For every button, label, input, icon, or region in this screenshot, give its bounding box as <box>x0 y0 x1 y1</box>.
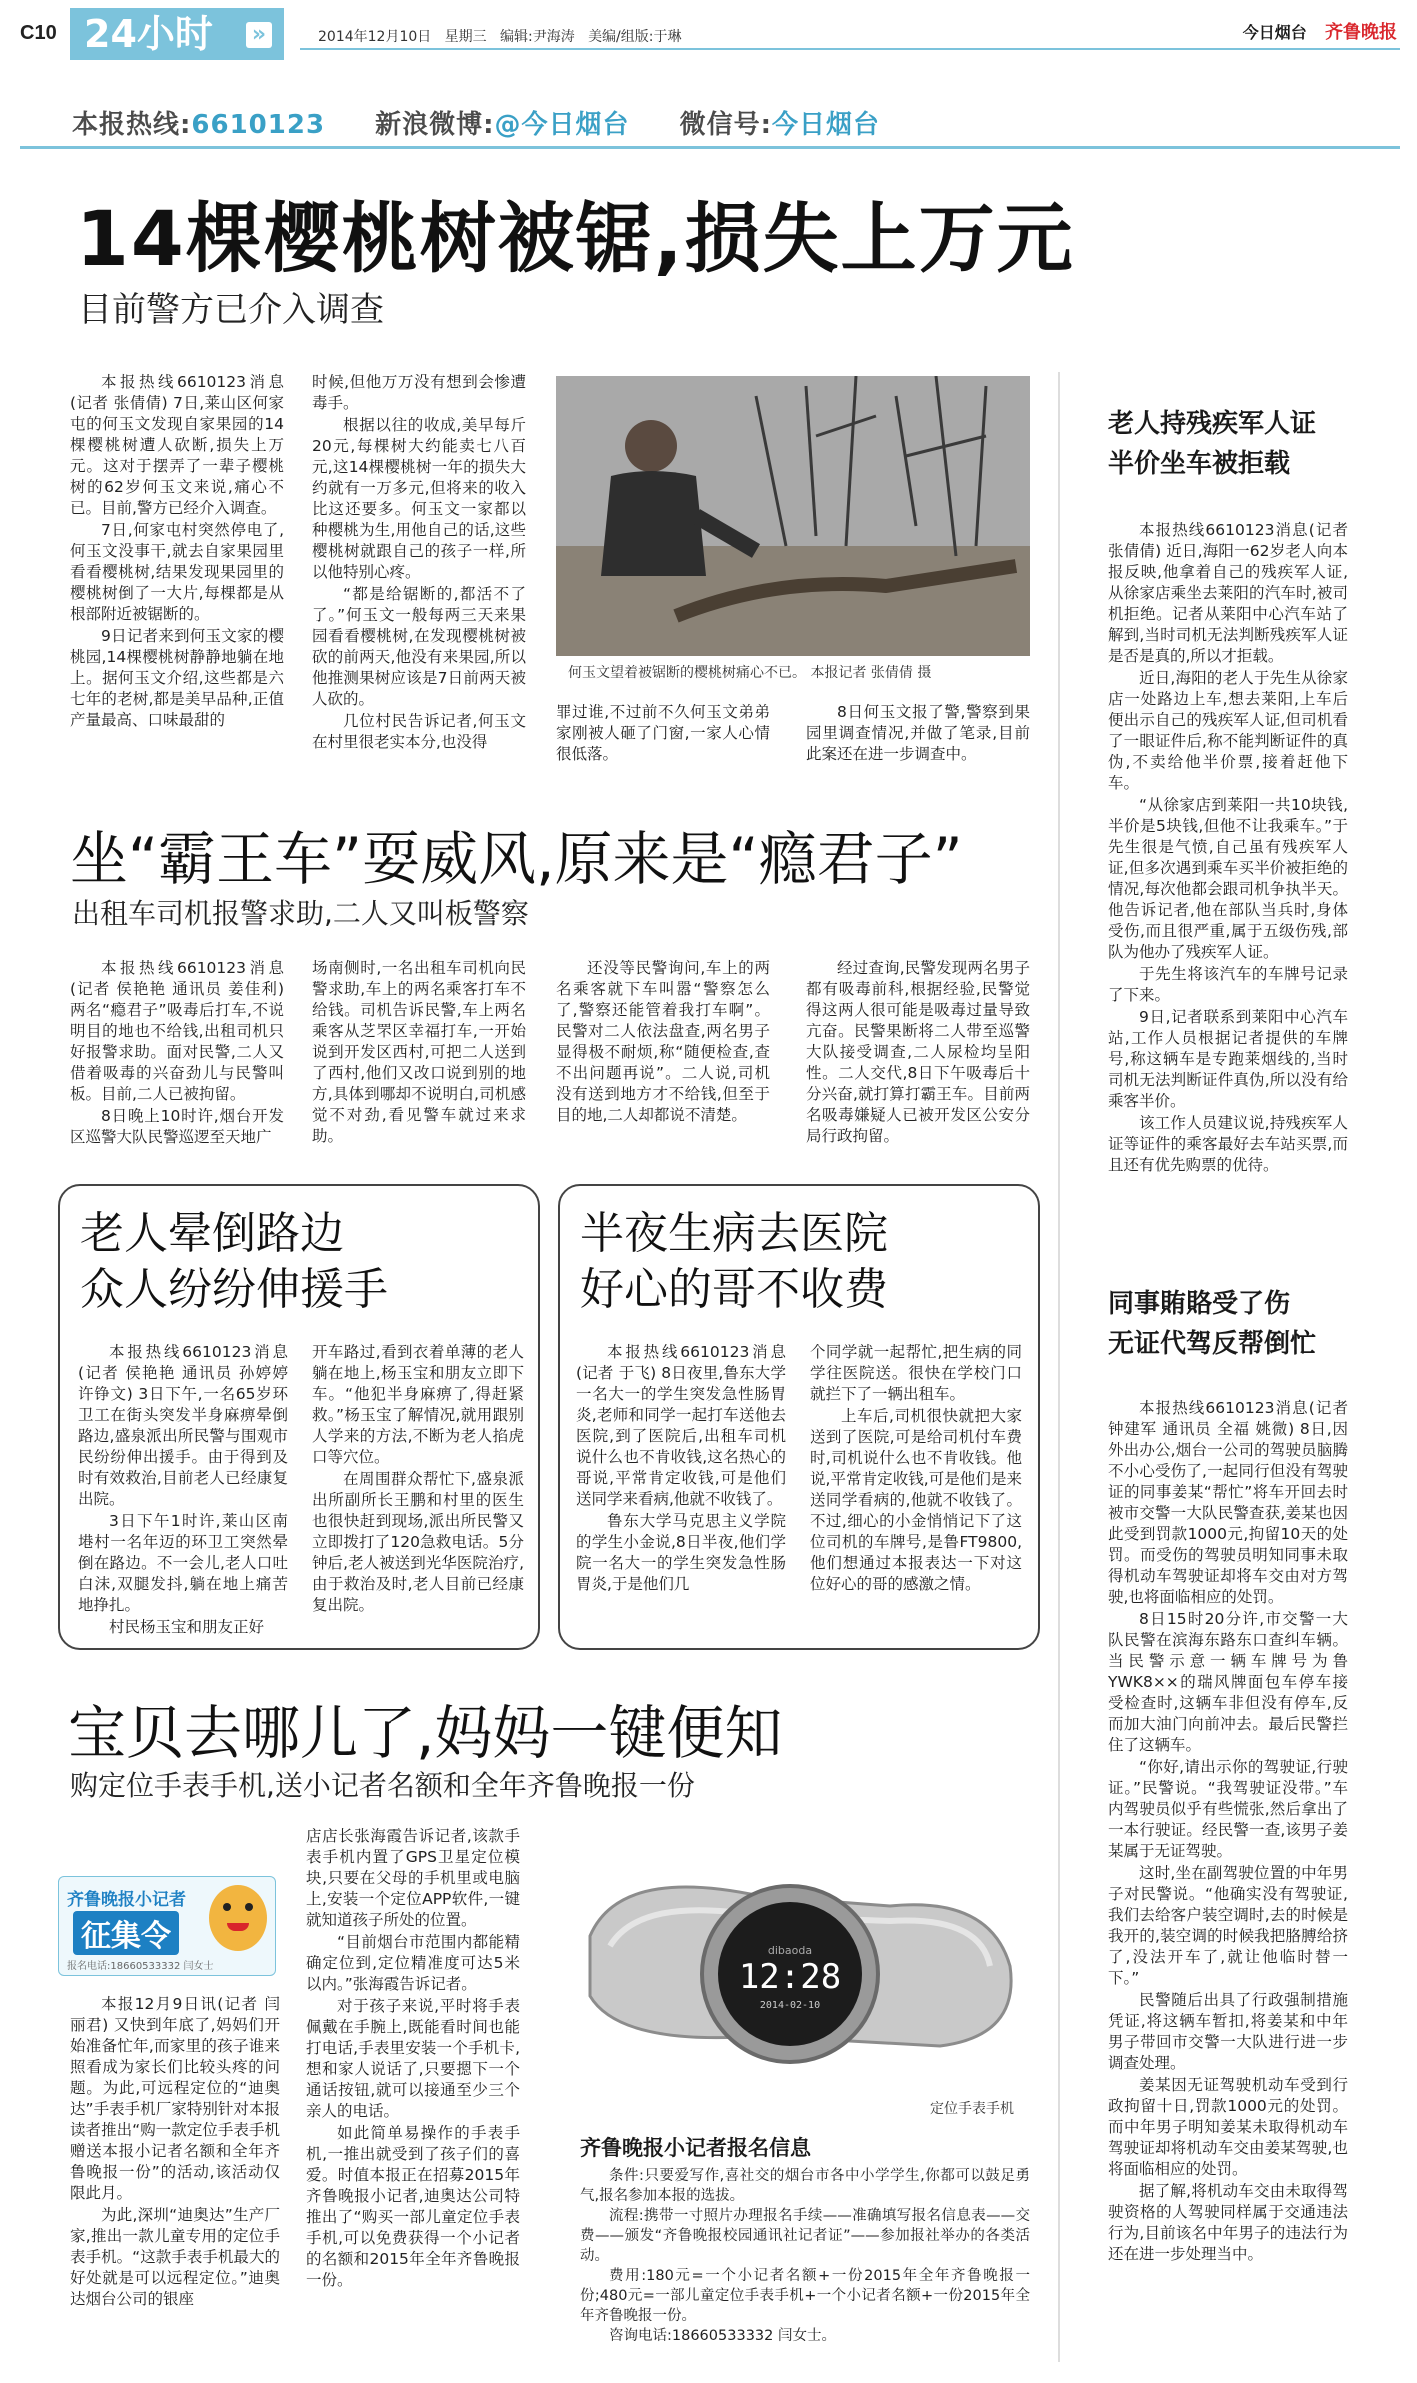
hotline-value: 6610123 <box>191 110 326 140</box>
cherry-orchard-illustration <box>556 376 1030 656</box>
story1-column-2 <box>312 372 526 777</box>
mascot-icon <box>209 1885 267 1951</box>
paragraph: 姜某因无证驾驶机动车受到行政拘留十日,罚款1000元的处罚。而中年男子明知姜某未取得机动车驾驶证却将机动车交由姜某驾驶,也将面临相应的处罚。 <box>1108 2076 1348 2178</box>
paragraph: 9日记者来到何玉文家的樱桃园,14棵樱桃树静静地躺在地上。据何玉文介绍,这些都是六七年的老树,都是美早品种,正值产量最高、口味最甜的 <box>70 627 284 729</box>
side2-body <box>1108 1398 1348 2364</box>
paragraph: 8日何玉文报了警,警察到果园里调查情况,并做了笔录,目前此案还在进一步调查中。 <box>806 703 1030 763</box>
side2-headline-line2: 无证代驾反帮倒忙 <box>1108 1329 1317 1359</box>
contact-rule <box>20 146 1400 149</box>
story3-headline <box>80 1206 388 1318</box>
paragraph: 3日下午1时许,莱山区南塂村一名年迈的环卫工突然晕倒在路边。不一会儿,老人口吐白沫,双腿发抖,躺在地上痛苦地挣扎。 <box>78 1512 288 1614</box>
contact-bar <box>72 104 880 141</box>
weibo-label: 新浪微博: <box>375 110 495 140</box>
story4-headline-line1: 半夜生病去医院 <box>580 1208 888 1259</box>
side2-headline <box>1108 1284 1316 1364</box>
paragraph: 本报热线6610123消息(记者 侯艳艳 通讯员 姜佳利) 两名“瘾君子”吸毒后打车,不说明目的地也不给钱,出租司机只好报警求助。面对民警,二人又借着吸毒的兴奋劲儿与民警叫板。目前,二人已被拘留。 <box>70 959 284 1103</box>
story3-headline-line1: 老人晕倒路边 <box>80 1208 344 1259</box>
side2-headline-line1: 同事賄賂受了伤 <box>1108 1289 1291 1319</box>
story4-headline-line2: 好心的哥不收费 <box>580 1264 888 1315</box>
watch-caption: 定位手表手机 <box>930 2101 1014 2117</box>
story1-photo <box>556 376 1030 656</box>
paragraph: 本报12月9日讯(记者 闫丽君) 又快到年底了,妈妈们开始准备忙年,而家里的孩子谁来照看成为家长们比较头疼的问题。为此,可远程定位的“迪奥达”手表手机厂家特别针对本报读者推出“购一款定位手表手机赠送本报小记者名额和全年齐鲁晚报一份”的活动,该活动仅限此月。 <box>70 1995 280 2202</box>
watch-date: 2014-02-10 <box>759 2000 821 2011</box>
info-line: 流程:携带一寸照片办理报名手续——准确填写报名信息表——交费——颁发“齐鲁晚报校园通讯社记者证”——参加报社举办的各类活动。 <box>580 2208 1030 2264</box>
wechat-value: 今日烟台 <box>772 110 881 140</box>
story1-column-4 <box>806 702 1030 782</box>
paragraph: 本报热线6610123消息(记者 于飞) 8日夜里,鲁东大学一名大一的学生突发急性肠胃炎,老师和同学一起打车送他去医院,到了医院后,出租车司机说什么也不肯收钱,这名热心的哥说,平常肯定收钱,可是他们送同学来看病,他就不收钱了。 <box>576 1343 786 1508</box>
badge-main: 征集令 <box>73 1911 179 1955</box>
paper-logo: 齐鲁晚报 <box>1325 22 1397 43</box>
editor: 编辑:尹海涛 <box>499 29 575 45</box>
issue-date: 2014年12月10日 <box>318 29 432 45</box>
info-box-body <box>580 2166 1030 2370</box>
reporter-recruit-badge <box>58 1876 276 1976</box>
badge-top: 齐鲁晚报小记者 <box>67 1890 186 1910</box>
weibo-value: @今日烟台 <box>494 110 630 140</box>
paragraph: 根据以往的收成,美早每斤20元,每棵树大约能卖七八百元,这14棵樱桃树一年的损失大约就有一万多元,但将来的收入比这还要多。何玉文一家都以种樱桃为生,用他自己的话,这些樱桃树就跟自己的孩子一样,所以他特别心疼。 <box>312 416 526 581</box>
story3-column-1 <box>78 1342 288 1642</box>
masthead-right <box>1243 18 1397 44</box>
page-number: C10 <box>20 22 57 44</box>
watch-brand: dibaoda <box>767 1944 813 1957</box>
paragraph: 在周围群众帮忙下,盛泉派出所副所长王鹏和村里的医生也很快赶到现场,派出所民警又立即拨打了120急救电话。5分钟后,老人被送到光华医院治疗,由于救治及时,老人目前已经康复出院。 <box>312 1470 524 1614</box>
issue-weekday: 星期三 <box>444 29 487 45</box>
paragraph: 本报热线6610123消息(记者 张倩倩) 7日,莱山区何家屯的何玉文发现自家果园的14棵樱桃树遭人砍断,损失上万元。这对于摆弄了一辈子樱桃树的62岁何玉文来说,痛心不已。目前,警方已经介入调查。 <box>70 373 284 517</box>
story1-column-3 <box>556 702 770 782</box>
header-rule <box>300 48 1400 50</box>
paragraph: 村民杨玉宝和朋友正好 <box>109 1618 265 1636</box>
paragraph: 如此简单易操作的手表手机,一推出就受到了孩子们的喜爱。时值本报正在招募2015年齐鲁晚报小记者,迪奥达公司特推出了“购买一部儿童定位手表手机,可以免费获得一个小记者的名额和2015年全年齐鲁晚报一份。 <box>306 2124 520 2289</box>
paragraph: 该工作人员建议说,持残疾军人证等证件的乘客最好去车站买票,而且还有优先购票的优待。 <box>1108 1114 1348 1174</box>
paragraph: 经过查询,民警发现两名男子都有吸毒前科,根据经验,民警觉得这两人很可能是吸毒过量导致亢奋。民警果断将二人带至巡警大队接受调查,二人尿检均呈阳性。二人交代,8日下午吸毒后十分兴奋,就打算打霸王车。目前两名吸毒嫌疑人已被开发区公安分局行政拘留。 <box>806 959 1030 1145</box>
paragraph: 于先生将该汽车的车牌号记录了下来。 <box>1108 965 1348 1004</box>
story1-column-1 <box>70 372 284 777</box>
paragraph: “都是给锯断的,都活不了了。”何玉文一般每两三天来果园看看樱桃树,在发现樱桃树被砍的前两天,他没有来果园,所以他推测果树应该是7日前两天被人砍的。 <box>312 585 526 708</box>
side1-headline <box>1108 404 1316 484</box>
paragraph: 8日晚上10时许,烟台开发区巡警大队民警巡逻至天地广 <box>70 1107 284 1146</box>
section-label: 24小时 <box>84 12 213 56</box>
story4-column-2 <box>810 1342 1022 1642</box>
paragraph: 罪过谁,不过前不久何玉文弟弟家刚被人砸了门窗,一家人心情很低落。 <box>556 703 770 763</box>
story5-column-1 <box>70 1994 280 2364</box>
paragraph: 个同学就一起帮忙,把生病的同学往医院送。很快在学校门口就拦下了一辆出租车。 <box>810 1343 1022 1403</box>
side1-headline-line2: 半价坐车被拒载 <box>1108 449 1291 479</box>
paragraph: 民警随后出具了行政强制措施凭证,将这辆车暂扣,将姜某和中年男子带回市交警一大队进行进一步调查处理。 <box>1108 1991 1348 2072</box>
story1-photo-caption: 何玉文望着被锯断的樱桃树痛心不已。 本报记者 张倩倩 摄 <box>568 665 932 681</box>
chevron-right-icon: » <box>246 22 272 48</box>
story2-column-2 <box>312 958 526 1153</box>
paragraph: “目前烟台市范围内都能精确定位到,定位精准度可达5米以内。”张海霞告诉记者。 <box>306 1933 520 1993</box>
sidebar-divider <box>1058 372 1060 2362</box>
paragraph: 9日,记者联系到莱阳中心汽车站,工作人员根据记者提供的车牌号,称这辆车是专跑莱烟线的,当时司机无法判断证件真伪,所以没有给乘客半价。 <box>1108 1008 1348 1110</box>
paragraph: 本报热线6610123消息(记者 侯艳艳 通讯员 孙婷婷 许铮文) 3日下午,一名65岁环卫工在街头突发半身麻痹晕倒路边,盛泉派出所民警与围观市民纷纷伸出援手。由于得到及时有效救治,目前老人已经康复出院。 <box>78 1343 288 1508</box>
info-line: 费用:180元=一个小记者名额+一份2015年全年齐鲁晚报一份;480元=一部儿童定位手表手机+一个小记者名额+一份2015年全年齐鲁晚报一份。 <box>580 2268 1030 2324</box>
paragraph: 店店长张海霞告诉记者,该款手表手机内置了GPS卫星定位模块,只要在父母的手机里或电脑上,安装一个定位APP软件,一键就知道孩子所处的位置。 <box>306 1827 520 1929</box>
section-tag <box>70 8 284 60</box>
paragraph: 时候,但他万万没有想到会惨遭毒手。 <box>312 373 526 412</box>
paragraph: 鲁东大学马克思主义学院的学生小金说,8日半夜,他们学院一名大一的学生突发急性肠胃炎,于是他们几 <box>576 1512 786 1593</box>
watch-product-image <box>560 1826 1030 2096</box>
story5-subheadline: 购定位手表手机,送小记者名额和全年齐鲁晚报一份 <box>70 1769 695 1802</box>
story4-headline <box>580 1206 888 1318</box>
info-line: 条件:只要爱写作,喜社交的烟台市各中小学学生,你都可以鼓足勇气,报名参加本报的选拔。 <box>580 2168 1030 2204</box>
info-box-title: 齐鲁晚报小记者报名信息 <box>580 2136 811 2160</box>
paragraph: 场南侧时,一名出租车司机向民警求助,车上的两名乘客打车不给钱。司机告诉民警,车上两名乘客从芝罘区幸福打车,一开始说到开发区西村,可把二人送到了西村,他们又改口说到别的地方,具体到哪却不说明白,司机感觉不对劲,看见警车就过来求助。 <box>312 959 526 1145</box>
story2-column-4 <box>806 958 1030 1153</box>
paragraph: 还没等民警询问,车上的两名乘客就下车叫嚣“警察怎么了,警察还能管着我打车啊”。民警对二人依法盘查,两名男子显得极不耐烦,称“随便检查,查不出问题再说”。二人说,司机没有送到地方才不给钱,但至于目的地,二人却都说不清楚。 <box>556 959 770 1124</box>
story3-headline-line2: 众人纷纷伸援手 <box>80 1264 388 1315</box>
page-header <box>0 0 1417 62</box>
paragraph: 为此,深圳“迪奥达”生产厂家,推出一款儿童专用的定位手表手机。“这款手表手机最大的好处就是可以远程定位。”迪奥达烟台公司的银座 <box>70 2206 280 2308</box>
paragraph: 几位村民告诉记者,何玉文在村里很老实本分,也没得 <box>312 712 526 751</box>
designer: 美编/组版:于琳 <box>588 29 682 45</box>
hotline-label: 本报热线: <box>72 110 192 140</box>
paragraph: “你好,请出示你的驾驶证,行驶证。”民警说。“我驾驶证没带。”车内驾驶员似乎有些慌张,然后拿出了一本行驶证。经民警一查,该男子姜某属于无证驾驶。 <box>1108 1758 1348 1860</box>
paragraph: 本报热线6610123消息(记者 钟建军 通讯员 全福 姚微) 8日,因外出办公,烟台一公司的驾驶员脑腾不小心受伤了,一起同行但没有驾驶证的同事姜某“帮忙”将车开回去时被市交警一大队民警查获,姜某也因此受到罚款1000元,拘留10天的处罚。而受伤的驾驶员明知同事未取得机动车驾驶证却将车交由对方驾驶,也将面临相应的处罚。 <box>1108 1399 1348 1606</box>
story3-column-2 <box>312 1342 524 1642</box>
paragraph: 这时,坐在副驾驶位置的中年男子对民警说。“他确实没有驾驶证,我们去给客户装空调时,去的时候是我开的,装空调的时候我把胳膊给挤了,没法开车了,就让他临时替一下。” <box>1108 1864 1348 1987</box>
story2-column-1 <box>70 958 284 1153</box>
column-name: 今日烟台 <box>1242 23 1307 42</box>
paragraph: 上车后,司机很快就把大家送到了医院,可是给司机付车费时,司机说什么也不肯收钱。他说,平常肯定收钱,可是他们是来送同学看病的,他就不收钱了。不过,细心的小金悄悄记下了这位司机的车牌号,是鲁FT9800,他们想通过本报表达一下对这位好心的哥的感激之情。 <box>810 1407 1022 1593</box>
paragraph: 对于孩子来说,平时将手表佩戴在手腕上,既能看时间也能打电话,手表里安装一个手机卡,想和家人说话了,只要摁下一个通话按钮,就可以接通至少三个亲人的电话。 <box>306 1997 520 2120</box>
paragraph: 据了解,将机动车交由未取得驾驶资格的人驾驶同样属于交通违法行为,目前该名中年男子的违法行为还在进一步处理当中。 <box>1108 2182 1348 2263</box>
paragraph: “从徐家店到莱阳一共10块钱,半价是5块钱,但他不让我乘车。”于先生很是气愤,自己虽有残疾军人证,但多次遇到乘车买半价被拒绝的情况,每次他都会跟司机争执半天。他告诉记者,他在部队当兵时,身体受伤,而且很严重,属于五级伤残,部队为他办了残疾军人证。 <box>1108 796 1348 961</box>
edition-info <box>318 26 682 46</box>
paragraph: 近日,海阳的老人于先生从徐家店一处路边上车,想去莱阳,上车后便出示自己的残疾军人证,但司机看了一眼证件后,称不能判断证件的真伪,不卖给他半价票,接着赶他下车。 <box>1108 669 1348 792</box>
paragraph: 7日,何家屯村突然停电了,何玉文没事干,就去自家果园里看看樱桃树,结果发现果园里的樱桃树倒了一大片,每棵都是从根部附近被锯断的。 <box>70 521 284 623</box>
story2-subheadline: 出租车司机报警求助,二人又叫板警察 <box>72 897 529 930</box>
story5-column-2 <box>306 1826 520 2364</box>
side1-body <box>1108 520 1348 1210</box>
badge-phone: 报名电话:18660533332 闫女士 <box>67 1961 214 1972</box>
story1-headline: 14棵樱桃树被锯,损失上万元 <box>76 194 1075 283</box>
paragraph: 开车路过,看到衣着单薄的老人躺在地上,杨玉宝和朋友立即下车。“他犯半身麻痹了,得赶紧救。”杨玉宝了解情况,就用跟别人学来的方法,不断为老人掐虎口等穴位。 <box>312 1343 524 1466</box>
story1-subheadline: 目前警方已介入调查 <box>78 290 384 330</box>
story2-column-3 <box>556 958 770 1153</box>
wechat-label: 微信号: <box>679 110 772 140</box>
paragraph: 本报热线6610123消息(记者 张倩倩) 近日,海阳一62岁老人向本报反映,他拿着自己的残疾军人证,从徐家店乘坐去莱阳的汽车时,被司机拒绝。记者从莱阳中心汽车站了解到,当时司机无法判断残疾军人证是否是真的,所以才拒载。 <box>1108 521 1348 665</box>
watch-illustration <box>560 1826 1030 2096</box>
watch-time: 12:28 <box>738 1957 842 1997</box>
side1-headline-line1: 老人持残疾军人证 <box>1108 409 1317 439</box>
story5-headline: 宝贝去哪儿了,妈妈一键便知 <box>68 1699 783 1767</box>
info-line: 咨询电话:18660533332 闫女士。 <box>609 2328 836 2344</box>
paragraph: 8日15时20分许,市交警一大队民警在滨海东路东口查纠车辆。当民警示意一辆车牌号为鲁YWK8××的瑞风牌面包车停车接受检查时,这辆车非但没有停车,反而加大油门向前冲去。最后民警拦住了这辆车。 <box>1108 1610 1348 1754</box>
story2-headline: 坐“霸王车”耍威风,原来是“瘾君子” <box>70 825 963 893</box>
story4-column-1 <box>576 1342 786 1642</box>
